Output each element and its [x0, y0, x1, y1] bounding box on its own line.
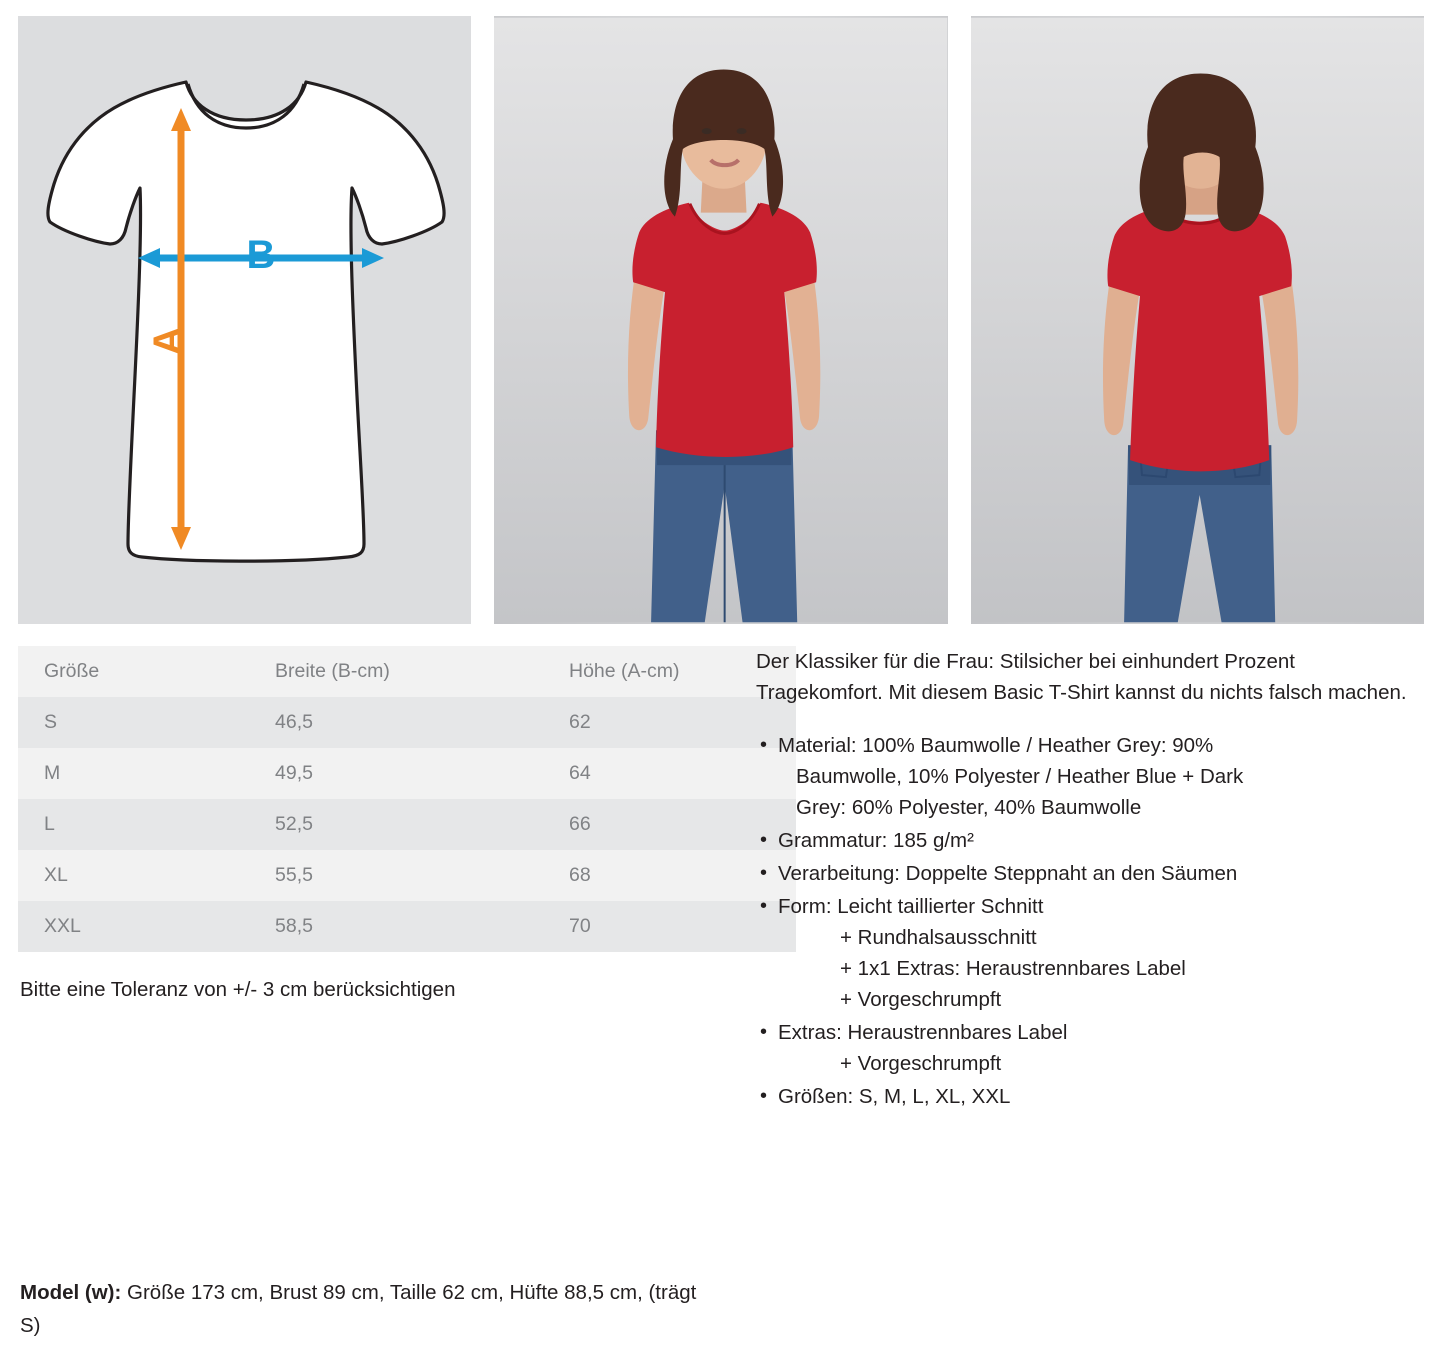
table-row — [18, 901, 796, 952]
cell-height: 62 — [569, 711, 591, 733]
cell-size: XL — [44, 864, 68, 886]
table-header-size: Größe — [18, 646, 249, 697]
cell-width: 55,5 — [275, 864, 313, 886]
spec-list — [756, 730, 1424, 1112]
cell-height: 68 — [569, 864, 591, 886]
cell-height: 70 — [569, 915, 591, 937]
model-info — [20, 1276, 720, 1342]
table-row — [18, 748, 796, 799]
cell-size: L — [44, 813, 55, 835]
diagram-label-width: B — [246, 233, 276, 277]
spec-main: Extras: Heraustrennbares Label — [778, 1021, 1068, 1044]
list-item — [756, 730, 1424, 823]
lower-content — [0, 624, 1442, 1114]
tolerance-note: Bitte eine Toleranz von +/- 3 cm berücksichtigen — [20, 978, 456, 1001]
list-item — [756, 825, 1424, 856]
model-info-label: Model (w): — [20, 1281, 122, 1304]
table-header-row — [18, 646, 796, 697]
cell-height: 66 — [569, 813, 591, 835]
measurement-diagram-panel — [18, 16, 471, 624]
size-table-column — [18, 646, 736, 1114]
cell-height: 64 — [569, 762, 591, 784]
table-header-width: Breite (B-cm) — [249, 646, 543, 697]
description-column — [736, 646, 1424, 1114]
spec-cont: Baumwolle, 10% Polyester / Heather Blue + Dark — [796, 765, 1244, 788]
list-item — [756, 858, 1424, 889]
model-front-photo — [494, 16, 947, 624]
cell-size: S — [44, 711, 58, 733]
spec-sub: + 1x1 Extras: Heraustrennbares Label — [840, 957, 1186, 980]
image-row — [0, 0, 1442, 624]
cell-size: XXL — [44, 915, 81, 937]
model-front-illustration — [494, 16, 947, 624]
cell-size: M — [44, 762, 61, 784]
spec-cont: Grey: 60% Polyester, 40% Baumwolle — [796, 796, 1142, 819]
list-item — [756, 891, 1424, 1015]
list-item — [756, 1081, 1424, 1112]
list-item — [756, 1017, 1424, 1079]
table-row — [18, 697, 796, 748]
spec-sub: + Vorgeschrumpft — [840, 1052, 1002, 1075]
spec-main: Grammatur: 185 g/m² — [778, 829, 974, 852]
tshirt-measure-diagram — [18, 16, 471, 624]
model-back-photo — [971, 16, 1424, 624]
description-intro: Der Klassiker für die Frau: Stilsicher bei einhundert Prozent Tragekomfort. Mit diesem Basic T-Shirt kannst du nichts falsch machen. — [756, 650, 1407, 704]
cell-width: 49,5 — [275, 762, 313, 784]
table-row — [18, 850, 796, 901]
model-info-text: Größe 173 cm, Brust 89 cm, Taille 62 cm, Hüfte 88,5 cm, (trägt S) — [20, 1281, 697, 1337]
cell-width: 58,5 — [275, 915, 313, 937]
cell-width: 52,5 — [275, 813, 313, 835]
spec-main: Verarbeitung: Doppelte Steppnaht an den Säumen — [778, 862, 1238, 885]
size-table — [18, 646, 796, 952]
table-header-height: Höhe (A-cm) — [543, 646, 796, 697]
spec-main: Form: Leicht taillierter Schnitt — [778, 895, 1044, 918]
spec-main: Größen: S, M, L, XL, XXL — [778, 1085, 1011, 1108]
spec-sub: + Rundhalsausschnitt — [840, 926, 1037, 949]
model-back-illustration — [971, 16, 1424, 624]
cell-width: 46,5 — [275, 711, 313, 733]
table-row — [18, 799, 796, 850]
spec-sub: + Vorgeschrumpft — [840, 988, 1002, 1011]
spec-main: Material: 100% Baumwolle / Heather Grey: 90% — [778, 734, 1214, 757]
diagram-label-height: A — [146, 326, 190, 356]
